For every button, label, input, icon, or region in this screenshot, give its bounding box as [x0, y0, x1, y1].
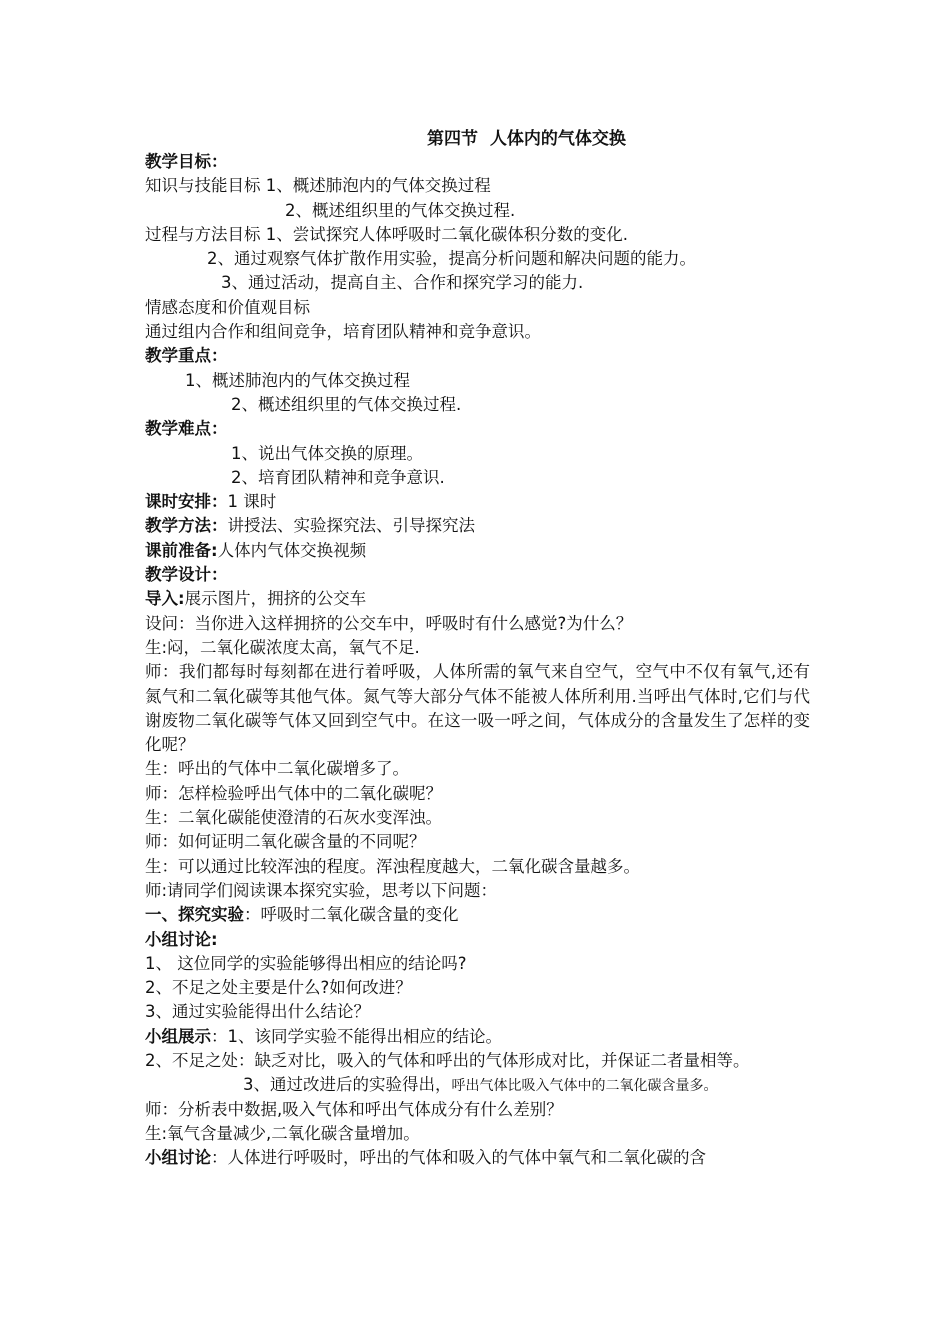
experiment-label: 一、探究实验: [145, 905, 244, 925]
teacher-instruction: 师:请同学们阅读课本探究实验，思考以下问题：: [145, 880, 498, 900]
schedule-row: [145, 490, 810, 514]
student-answer-2: 生：呼出的气体中二氧化碳增多了。: [145, 759, 409, 779]
presentation-item-3-note: 呼出气体比吸入气体中的二氧化碳含量多。: [451, 1078, 718, 1095]
methods-value: 讲授法、实验探究法、引导探究法: [227, 516, 475, 536]
knowledge-goal-2: 2、概述组织里的气体交换过程.: [285, 200, 516, 220]
difficulty-2: 2、培育团队精神和竞争意识.: [231, 467, 445, 487]
emotion-text: 通过组内合作和组间竞争，培育团队精神和竞争意识。: [145, 322, 541, 342]
presentation-item-1: ：1、该同学实验不能得出相应的结论。: [211, 1026, 502, 1046]
emotion-heading: 情感态度和价值观目标: [145, 297, 310, 317]
process-goal-2: 2、通过观察气体扩散作用实验，提高分析问题和解决问题的能力。: [207, 249, 696, 269]
process-goal-1: 过程与方法目标 1、尝试探究人体呼吸时二氧化碳体积分数的变化.: [145, 224, 628, 244]
design-heading: 教学设计：: [145, 565, 228, 585]
discussion-question-3: 3、通过实验能得出什么结论？: [145, 1002, 370, 1022]
difficulty-1: 1、说出气体交换的原理。: [231, 443, 423, 463]
methods-row: [145, 514, 810, 538]
presentation-item-3: 3、通过改进后的实验得出，: [243, 1075, 452, 1095]
difficulties-heading: 教学难点：: [145, 419, 228, 439]
presentation-row: [145, 1025, 810, 1049]
preparation-value: 人体内气体交换视频: [217, 540, 367, 560]
intro-row: [145, 587, 810, 611]
teacher-question-3: 师：如何证明二氧化碳含量的不同呢？: [145, 832, 426, 852]
discussion-question-2: 2、不足之处主要是什么?如何改进？: [145, 978, 412, 998]
discussion2-label: 小组讨论: [145, 1148, 211, 1168]
schedule-value: 1 课时: [227, 492, 277, 512]
goals-heading: 教学目标：: [145, 152, 228, 171]
discussion-heading: 小组讨论:: [145, 929, 218, 949]
key-point-1: 1、概述肺泡内的气体交换过程: [185, 370, 410, 390]
discussion2-row: [145, 1146, 810, 1170]
presentation-item-3-row: [145, 1073, 810, 1097]
teacher-paragraph-1: 师：我们都每时每刻都在进行着呼吸，人体所需的氧气来自空气，空气中不仅有氧气,还有氮气和二氧化碳等其他气体。氮气等大部分气体不能被人体所利用.当呼出气体时,它们与代谢废物二氧化碳等气体又回到空气中。在这一吸一呼之间，气体成分的含量发生了怎样的变化呢？: [145, 662, 810, 755]
student-answer-4: 生：可以通过比较浑浊的程度。浑浊程度越大，二氧化碳含量越多。: [145, 856, 640, 876]
presentation-item-2: 2、不足之处：缺乏对比，吸入的气体和呼出的气体形成对比，并保证二者量相等。: [145, 1050, 750, 1070]
intro-value: 展示图片，拥挤的公交车: [184, 589, 367, 609]
preparation-label: 课前准备:: [145, 540, 218, 560]
student-answer-3: 生：二氧化碳能使澄清的石灰水变浑浊。: [145, 808, 442, 828]
discussion2-value: ：人体进行呼吸时，呼出的气体和吸入的气体中氧气和二氧化碳的含: [211, 1148, 706, 1168]
intro-label: 导入:: [145, 589, 185, 609]
presentation-label: 小组展示: [145, 1026, 211, 1046]
methods-label: 教学方法：: [145, 516, 228, 536]
teacher-question-5: 师：分析表中数据,吸入气体和呼出气体成分有什么差别？: [145, 1099, 563, 1119]
question-1: 设问：当你进入这样拥挤的公交车中，呼吸时有什么感觉?为什么？: [145, 613, 633, 633]
presentation-item-2-wrapper: [145, 1049, 810, 1073]
teacher-question-2: 师：怎样检验呼出气体中的二氧化碳呢？: [145, 783, 442, 803]
preparation-row: [145, 539, 810, 563]
schedule-label: 课时安排：: [145, 492, 228, 512]
key-point-2: 2、概述组织里的气体交换过程.: [231, 394, 462, 414]
page-title: 第四节 人体内的气体交换: [427, 129, 626, 149]
student-answer-1: 生:闷，二氧化碳浓度太高，氧气不足.: [145, 637, 420, 657]
document-body: [145, 150, 810, 1170]
student-answer-5: 生:氧气含量减少,二氧化碳含量增加。: [145, 1123, 420, 1143]
key-points-heading: 教学重点：: [145, 346, 228, 366]
experiment-value: ：呼吸时二氧化碳含量的变化: [244, 905, 459, 925]
knowledge-goal-1: 知识与技能目标 1、概述肺泡内的气体交换过程: [145, 176, 491, 196]
discussion-question-1: 1、 这位同学的实验能够得出相应的结论吗?: [145, 953, 467, 973]
process-goal-3: 3、通过活动，提高自主、合作和探究学习的能力.: [221, 273, 584, 293]
experiment-row: [145, 903, 810, 927]
